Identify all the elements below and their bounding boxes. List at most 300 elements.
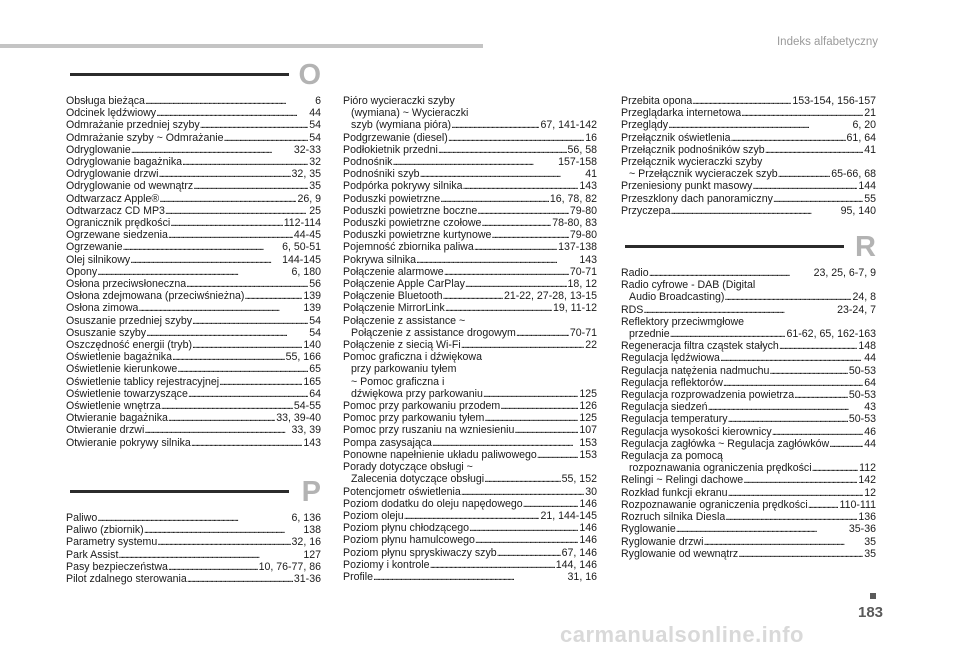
dot-leader xyxy=(192,339,302,351)
dot-leader xyxy=(416,254,578,266)
dot-leader xyxy=(168,412,275,424)
index-term: Obsługa bieżąca xyxy=(66,95,145,107)
index-term: Pokrywa silnika xyxy=(343,253,417,266)
index-entry xyxy=(66,327,321,339)
index-term: Przeglądy xyxy=(621,119,669,132)
index-term: Odryglowanie drzwi xyxy=(66,168,159,181)
index-term: Pomoc przy parkowaniu przodem xyxy=(343,400,501,413)
index-entry xyxy=(343,217,597,229)
index-term: Pilot zdalnego sterowania xyxy=(66,573,187,586)
page-reference: 22 xyxy=(585,339,597,352)
page-reference: 33, 39-40 xyxy=(276,412,321,425)
dot-leader xyxy=(484,412,578,424)
index-term: Pasy bezpieczeństwa xyxy=(66,560,168,573)
index-entry xyxy=(343,522,597,534)
index-term: Poziomy i kontrole xyxy=(343,558,430,571)
index-entry xyxy=(621,401,876,413)
index-entry-line: Połączenie z assistance ~ xyxy=(343,314,466,327)
letter-rule xyxy=(70,73,289,76)
index-entry xyxy=(66,217,321,229)
dot-leader xyxy=(752,180,857,192)
dot-leader xyxy=(670,328,786,340)
index-entry xyxy=(621,107,876,119)
dot-leader xyxy=(765,144,864,156)
index-entry xyxy=(343,534,597,546)
page-reference: 6, 180 xyxy=(291,265,321,278)
index-term: Poduszki powietrzne czołowe xyxy=(343,217,482,230)
index-term: Odryglowanie od wewnątrz xyxy=(66,180,194,193)
index-term: Regulacja rozprowadzenia powietrza xyxy=(621,389,795,402)
index-entry xyxy=(343,473,597,485)
index-entry xyxy=(66,412,321,424)
letter-p: P xyxy=(301,476,321,508)
index-term: Połączenie Bluetooth xyxy=(343,290,443,303)
dot-leader xyxy=(728,413,848,425)
page-reference: 31, 16 xyxy=(567,570,597,583)
letter-o: O xyxy=(298,59,321,91)
page-reference: 165 xyxy=(303,375,321,388)
page-reference: 18, 12 xyxy=(567,278,597,291)
index-term: przednie xyxy=(629,328,670,341)
page-reference: 107 xyxy=(579,424,597,437)
dot-leader xyxy=(186,278,308,290)
dot-leader xyxy=(808,499,839,511)
index-entry xyxy=(621,132,876,144)
index-term: Poziom płynu spryskiwaczy szyb xyxy=(343,546,497,559)
index-entry xyxy=(66,512,321,524)
page-reference: 110-111 xyxy=(839,498,876,511)
index-term: Ponowne napełnienie układu paliwowego xyxy=(343,448,537,461)
page-reference: 50-53 xyxy=(848,413,876,426)
index-entry xyxy=(343,205,597,217)
dot-leader xyxy=(772,426,863,438)
index-entry xyxy=(621,365,876,377)
page-reference: 33, 39 xyxy=(291,424,321,437)
page-reference: 55 xyxy=(864,192,876,205)
index-term: Podnośniki szyb xyxy=(343,168,420,181)
index-term: Rozkład funkcji ekranu xyxy=(621,486,728,499)
dot-leader xyxy=(516,327,569,339)
dot-leader xyxy=(224,132,309,144)
index-entry xyxy=(66,573,321,585)
index-term: Odtwarzacz Apple® xyxy=(66,192,160,205)
index-term: Przełącznik podnośników szyb xyxy=(621,143,765,156)
index-term: Osłona zdejmowana (przeciwśnieżna) xyxy=(66,290,245,303)
dot-leader xyxy=(463,180,579,192)
index-term: Pomoc przy ruszaniu na wzniesieniu xyxy=(343,424,515,437)
index-term: Ogranicznik prędkości xyxy=(66,217,171,230)
dot-leader xyxy=(123,241,282,253)
dot-leader xyxy=(392,156,557,168)
page-reference: 70-71 xyxy=(569,265,597,278)
dot-leader xyxy=(643,304,836,316)
index-entry xyxy=(343,498,597,510)
letter-rule xyxy=(625,245,844,248)
index-term: Pojemność zbiornika paliwa xyxy=(343,241,474,254)
page-reference: 139 xyxy=(303,302,321,315)
page-reference: 140 xyxy=(303,339,321,352)
index-entry xyxy=(66,339,321,351)
index-term: Regulacja siedzeń xyxy=(621,401,708,414)
page-reference: 70-71 xyxy=(569,326,597,339)
dot-leader xyxy=(497,547,561,559)
page-reference: 64 xyxy=(864,376,876,389)
dot-leader xyxy=(156,107,308,119)
page-reference: 21 xyxy=(864,107,876,120)
page-reference: 61-62, 65, 162-163 xyxy=(786,328,876,341)
index-entry xyxy=(621,304,876,316)
page-reference: 24, 8 xyxy=(852,291,876,304)
index-entry xyxy=(343,278,597,290)
index-column-left xyxy=(66,59,321,449)
index-term: rozpoznawania ograniczenia prędkości xyxy=(629,462,812,475)
watermark: carmanualsonline.info xyxy=(560,622,804,647)
index-list-p-continued xyxy=(343,95,597,583)
index-entry xyxy=(343,132,597,144)
page-reference: 136 xyxy=(858,511,876,524)
index-term: Ryglowanie drzwi xyxy=(621,535,704,548)
dot-leader xyxy=(676,523,848,535)
index-entry xyxy=(66,193,321,205)
dot-leader xyxy=(172,351,285,363)
dot-leader xyxy=(743,474,857,486)
index-term: Otwieranie pokrywy silnika xyxy=(66,436,191,449)
index-term: Park Assist xyxy=(66,548,119,561)
index-entry-line: ~ Pomoc graficzna i xyxy=(351,375,445,388)
dot-leader xyxy=(812,462,859,474)
page-reference: 35 xyxy=(309,180,321,193)
index-entry xyxy=(621,487,876,499)
dot-leader xyxy=(465,278,567,290)
dot-leader xyxy=(159,193,296,205)
index-entry xyxy=(621,536,876,548)
index-term: Ogrzewane siedzenia xyxy=(66,229,168,242)
dot-leader xyxy=(668,119,851,131)
index-entry xyxy=(343,168,597,180)
page-reference: 125 xyxy=(579,387,597,400)
index-entry xyxy=(621,377,876,389)
index-entry xyxy=(621,144,876,156)
dot-leader xyxy=(200,119,309,131)
index-entry xyxy=(343,144,597,156)
index-entry xyxy=(621,462,876,474)
page-reference: 153 xyxy=(579,448,597,461)
page-reference: 65-66, 68 xyxy=(831,168,876,181)
page-reference: 143 xyxy=(579,253,597,266)
page-number: 183 xyxy=(858,604,884,621)
dot-leader xyxy=(443,290,503,302)
index-entry xyxy=(66,119,321,131)
index-entry xyxy=(343,510,597,522)
index-term: Relingi ~ Relingi dachowe xyxy=(621,474,744,487)
dot-leader xyxy=(145,95,314,107)
index-term: Otwieranie bagażnika xyxy=(66,412,168,425)
index-entry xyxy=(343,437,597,449)
page-reference: 144, 146 xyxy=(555,558,597,571)
index-term: Regulacja natężenia nadmuchu xyxy=(621,364,770,377)
page-marker-square xyxy=(870,593,876,599)
index-entry xyxy=(66,388,321,400)
page-reference: 157-158 xyxy=(558,156,597,169)
index-entry xyxy=(621,426,876,438)
index-term: Oświetlenie bagażnika xyxy=(66,351,172,364)
index-entry xyxy=(621,180,876,192)
dot-leader xyxy=(769,365,847,377)
dot-leader xyxy=(692,95,791,107)
dot-leader xyxy=(451,119,539,131)
dot-leader xyxy=(794,389,848,401)
page-reference: 21-22, 27-28, 13-15 xyxy=(503,290,597,303)
index-entry xyxy=(66,144,321,156)
index-term: Połączenie Apple CarPlay xyxy=(343,278,465,291)
index-entry xyxy=(66,229,321,241)
index-entry xyxy=(66,180,321,192)
dot-leader xyxy=(481,217,551,229)
dot-leader xyxy=(514,424,578,436)
page-reference: 46 xyxy=(864,425,876,438)
page-reference: 25 xyxy=(309,204,321,217)
index-entry xyxy=(621,328,876,340)
index-entry xyxy=(621,95,876,107)
index-entry xyxy=(66,315,321,327)
dot-leader xyxy=(193,180,308,192)
index-term: Poduszki powietrzne xyxy=(343,192,441,205)
index-term: Olej silnikowy xyxy=(66,253,131,266)
index-term: Pompa zasysająca xyxy=(343,436,432,449)
index-term: Pomoc przy parkowaniu tyłem xyxy=(343,412,485,425)
section-header-title: Indeks alfabetyczny xyxy=(776,36,878,48)
index-term: Poziom płynu chłodzącego xyxy=(343,522,470,535)
index-entry xyxy=(621,340,876,352)
index-term: Oświetlenie tablicy rejestracyjnej xyxy=(66,375,220,388)
dot-leader xyxy=(649,267,813,279)
page-reference: 146 xyxy=(579,497,597,510)
letter-r: R xyxy=(855,231,876,264)
index-term: Przeniesiony punkt masowy xyxy=(621,180,753,193)
page-reference: 32, 35 xyxy=(291,168,321,181)
dot-leader xyxy=(475,534,578,546)
index-entry xyxy=(343,180,597,192)
page-reference: 138 xyxy=(303,524,321,537)
page-reference: 144 xyxy=(858,180,876,193)
index-term: Zalecenia dotyczące obsługi xyxy=(351,473,485,486)
dot-leader xyxy=(778,168,831,180)
dot-leader xyxy=(537,449,579,461)
page-reference: 65 xyxy=(309,363,321,376)
dot-leader xyxy=(477,205,569,217)
index-term: Oszczędność energii (tryb) xyxy=(66,339,192,352)
index-term: Odmrażanie szyby ~ Odmrażanie xyxy=(66,131,224,144)
index-term: Oświetlenie towarzyszące xyxy=(66,387,188,400)
dot-leader xyxy=(741,107,863,119)
page-reference: 50-53 xyxy=(848,389,876,402)
index-term: Opony xyxy=(66,265,98,278)
dot-leader xyxy=(725,511,857,523)
index-term: Regulacja lędźwiowa xyxy=(621,352,720,365)
dot-leader xyxy=(728,487,864,499)
index-term: Regulacja reflektorów xyxy=(621,376,723,389)
index-term: szyb (wymiana pióra) xyxy=(351,119,452,132)
page-reference: 30 xyxy=(585,485,597,498)
page-reference: 6, 20 xyxy=(852,119,876,132)
index-entry xyxy=(621,548,876,560)
page-reference: 44 xyxy=(864,352,876,365)
page-reference: 21, 144-145 xyxy=(540,509,597,522)
dot-leader xyxy=(448,132,584,144)
index-entry xyxy=(66,290,321,302)
index-entry xyxy=(621,438,876,450)
page-reference: 41 xyxy=(864,143,876,156)
index-entry xyxy=(621,389,876,401)
dot-leader xyxy=(469,522,578,534)
dot-leader xyxy=(440,193,549,205)
dot-leader xyxy=(244,290,302,302)
index-column-left-p xyxy=(66,476,321,586)
index-column-right xyxy=(621,95,876,560)
page-reference: 146 xyxy=(579,522,597,535)
dot-leader xyxy=(191,437,302,449)
index-entry-line: Regulacja za pomocą xyxy=(621,450,723,463)
dot-leader xyxy=(118,549,302,561)
page-reference: 146 xyxy=(579,534,597,547)
index-term: Rozpoznawanie ograniczenia prędkości xyxy=(621,498,808,511)
page-reference: 6 xyxy=(315,95,321,107)
index-term: Radio xyxy=(621,267,649,280)
dot-leader xyxy=(703,536,863,548)
index-entry xyxy=(66,536,321,548)
index-entry-line: Przełącznik wycieraczki szyby xyxy=(621,156,763,169)
index-entry xyxy=(343,449,597,461)
page-reference: 142 xyxy=(858,474,876,487)
index-entry xyxy=(343,412,597,424)
dot-leader xyxy=(461,339,584,351)
index-entry xyxy=(66,561,321,573)
index-entry xyxy=(343,547,597,559)
index-entry-line: przy parkowaniu tyłem xyxy=(351,363,457,376)
dot-leader xyxy=(724,291,851,303)
dot-leader xyxy=(723,377,863,389)
page-reference: 139 xyxy=(303,290,321,303)
dot-leader xyxy=(373,571,567,583)
index-term: ~ Przełącznik wycieraczek szyb xyxy=(629,168,778,181)
index-entry xyxy=(66,254,321,266)
dot-leader xyxy=(97,266,290,278)
dot-leader xyxy=(182,156,308,168)
page-reference: 55, 166 xyxy=(285,351,321,364)
page-reference: 61, 64 xyxy=(846,131,876,144)
page-reference: 54 xyxy=(309,326,321,339)
dot-leader xyxy=(445,302,552,314)
dot-leader xyxy=(192,315,308,327)
page-reference: 41 xyxy=(585,168,597,181)
page-reference: 43 xyxy=(864,401,876,414)
index-entry xyxy=(343,241,597,253)
dot-leader xyxy=(168,229,293,241)
index-list-p xyxy=(66,512,321,585)
page-reference: 32 xyxy=(309,156,321,169)
index-entry xyxy=(66,107,321,119)
page-reference: 35 xyxy=(864,547,876,560)
index-term: Odryglowanie xyxy=(66,143,131,156)
top-divider-bar xyxy=(0,44,483,48)
page-reference: 44 xyxy=(309,107,321,120)
letter-heading-r xyxy=(621,231,876,266)
index-term: Podłokietnik przedni xyxy=(343,143,438,156)
index-entry-line: Porady dotyczące obsługi ~ xyxy=(343,461,473,474)
dot-leader xyxy=(474,241,557,253)
index-entry xyxy=(66,524,321,536)
letter-heading-o xyxy=(66,59,321,94)
index-entry xyxy=(621,474,876,486)
page-reference: 19, 11-12 xyxy=(553,302,597,315)
dot-leader xyxy=(131,144,293,156)
dot-leader xyxy=(168,561,258,573)
page-reference: 31-36 xyxy=(293,573,321,586)
index-entry xyxy=(343,400,597,412)
index-entry-line: Pióro wycieraczki szyby xyxy=(343,95,455,107)
index-term: Połączenie MirrorLink xyxy=(343,302,445,315)
page-reference: 56, 58 xyxy=(567,143,597,156)
index-entry-line: Reflektory przeciwmgłowe xyxy=(621,315,745,328)
dot-leader xyxy=(483,388,578,400)
index-entry xyxy=(343,571,597,583)
dot-leader xyxy=(144,524,303,536)
index-term: Osuszanie przedniej szyby xyxy=(66,314,193,327)
index-term: Odtwarzacz CD MP3 xyxy=(66,204,165,217)
index-term: Otwieranie drzwi xyxy=(66,424,145,437)
index-term: Odryglowanie bagażnika xyxy=(66,156,183,169)
page-reference: 54-55 xyxy=(293,400,321,413)
index-term: Podnośnik xyxy=(343,156,393,169)
page-reference: 50-53 xyxy=(848,364,876,377)
page-reference: 144-145 xyxy=(282,253,321,266)
index-term: Poziom oleju xyxy=(343,509,404,522)
index-entry xyxy=(621,267,876,279)
index-entry xyxy=(621,205,876,217)
index-term: Połączenie z assistance drogowym xyxy=(351,326,516,339)
index-term: Przeszklony dach panoramiczny xyxy=(621,192,773,205)
page-reference: 55, 152 xyxy=(561,473,597,486)
index-entry xyxy=(343,339,597,351)
dot-leader xyxy=(430,559,555,571)
page-reference: 126 xyxy=(579,400,597,413)
index-list-r xyxy=(621,267,876,560)
dot-leader xyxy=(773,193,863,205)
index-term: Parametry systemu xyxy=(66,536,158,549)
index-term: Podpórka pokrywy silnika xyxy=(343,180,463,193)
page-reference: 23, 25, 6-7, 9 xyxy=(813,267,876,280)
page-reference: 54 xyxy=(309,131,321,144)
dot-leader xyxy=(420,168,585,180)
index-entry xyxy=(343,290,597,302)
index-entry xyxy=(343,254,597,266)
index-term: Przyczepa xyxy=(621,204,671,217)
page-reference: 125 xyxy=(579,412,597,425)
index-column-middle xyxy=(343,95,597,583)
index-entry xyxy=(66,266,321,278)
dot-leader xyxy=(97,512,290,524)
page-reference: 32, 16 xyxy=(291,536,321,549)
index-entry xyxy=(343,229,597,241)
dot-leader xyxy=(130,254,281,266)
page-reference: 44-45 xyxy=(293,229,321,242)
letter-rule xyxy=(70,490,289,493)
index-term: dźwiękowa przy parkowaniu xyxy=(351,387,483,400)
letter-heading-p xyxy=(66,476,321,511)
index-term: Paliwo xyxy=(66,512,98,524)
index-term: Osuszanie szyby xyxy=(66,326,147,339)
page-reference: 78-80, 83 xyxy=(552,217,597,230)
